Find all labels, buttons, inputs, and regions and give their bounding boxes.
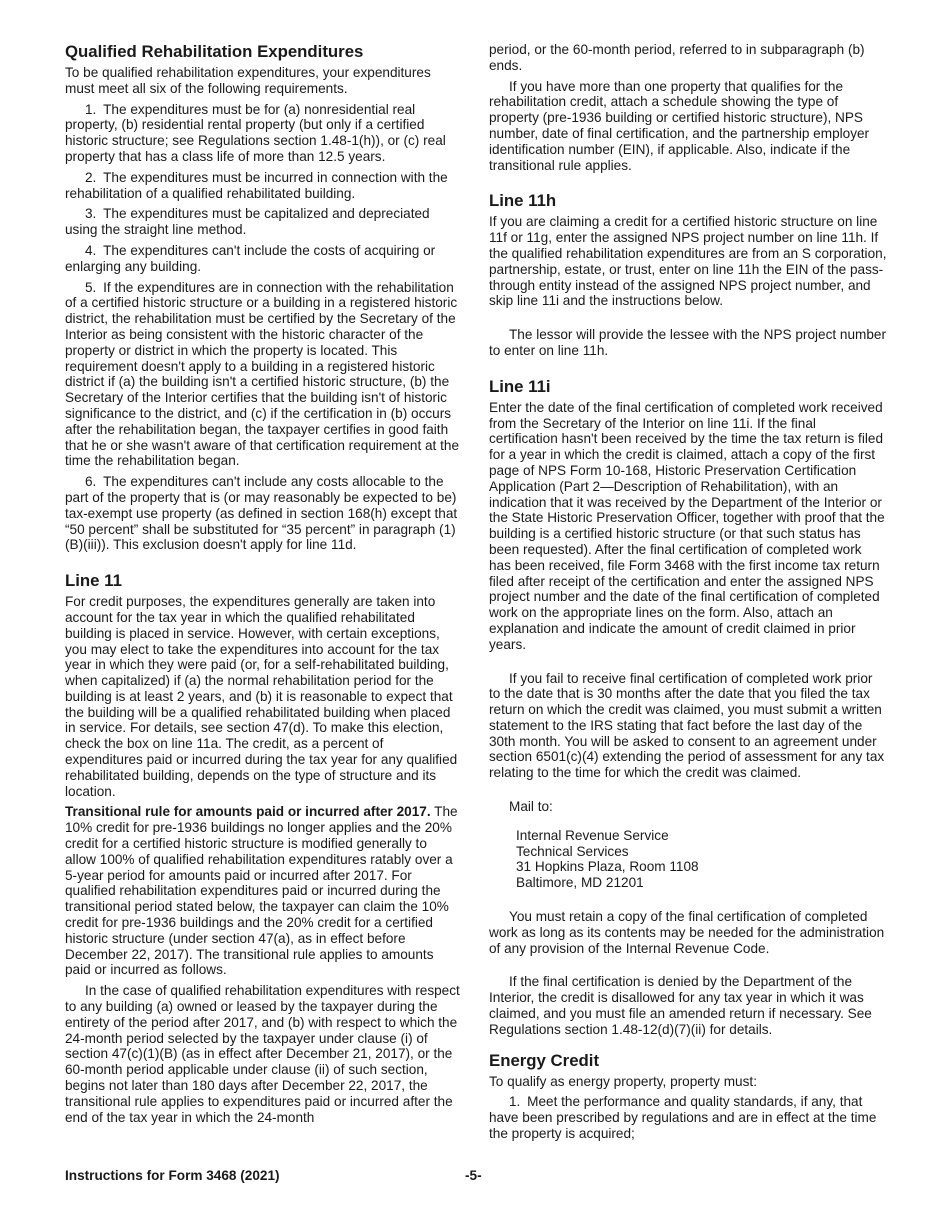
address-line-4: Baltimore, MD 21201 (516, 875, 644, 891)
qre-item-5: 5. If the expenditures are in connection with the rehabilitation of a certified historic structure or a building in a registered historic district, the rehabilitation must be certified by the Secretary of the Interior as being consistent with the historic character of the property or district in which the property is located. This requirement doesn't apply to a building in a registered historic district if (a) the building isn't a certified historic structure, (b) the Secretary of the Interior certifies that the building isn't of historic significance to the district, and (c) if the certification in (b) occurs after the rehabilitation began, the taxpayer certifies in good faith that he or she wasn't aware of that certification requirement at the time the rehabilitation began. (65, 279, 460, 469)
retain-copy-text: You must retain a copy of the final certification of completed work as long as its contents may be needed for the administration of any provision of the Internal Revenue Code. (489, 909, 885, 956)
page-footer (65, 1168, 887, 1186)
line-11-text: For credit purposes, the expenditures generally are taken into account for the tax year in which the qualified rehabilitated building is placed in service. However, with certain exceptions, you may elect to take the expenditures into account for the tax year in which they were paid (or, for a self-rehabilitated building, when capitalized) if (a) the normal rehabilitation period for the building is at least 2 years, and (b) it is reasonable to expect that the building will be a qualified rehabilitated building when placed in service. For details, see section 47(d). To make this election, check the box on line 11a. The credit, as a percent of expenditures paid or incurred during the tax year for any qualified rehabilitated building, depends on the type of structure and its location. (65, 594, 458, 799)
line-11h-text: If you are claiming a credit for a certified historic structure on line 11f or 11g, enter the assigned NPS project number on line 11h. If the qualified rehabilitation expenditures are from an S corporation, partnership, estate, or trust, enter on line 11h the EIN of the pass-through entity instead of the assigned NPS project number, and skip line 11i and the instructions below. (489, 214, 887, 309)
page-number: -5- (465, 1168, 482, 1183)
irs-mailing-address (489, 828, 887, 891)
continuation-text: period, or the 60-month period, referred to in subparagraph (b) ends. (489, 42, 865, 73)
address-line-2: Technical Services (516, 843, 629, 859)
transitional-rule-paragraph (65, 804, 461, 978)
lessor-text: The lessor will provide the lessee with the NPS project number to enter on line 11h. (489, 327, 887, 358)
mail-to-label: Mail to: (509, 799, 553, 815)
line-11-heading: Line 11 (65, 571, 122, 591)
transitional-rule-runin: Transitional rule for amounts paid or incurred after 2017. (65, 804, 431, 820)
qre-item-6: 6. The expenditures can't include any costs allocable to the part of the property that is (or may reasonably be expected to be) tax-exempt use property (as defined in section 168(h) except that “50 percent” shall be substituted for “35 percent” in paragraph (1)(B)(iii)). This exclusion doesn't apply for line 11d. (65, 474, 458, 553)
line-11i-heading: Line 11i (489, 376, 551, 396)
right-column (489, 42, 887, 1147)
footer-form-title: Instructions for Form 3468 (2021) (65, 1168, 280, 1183)
certification-denied-text: If the final certification is denied by the Department of the Interior, the credit is disallowed for any tax year in which it was claimed, and you must file an amended return if necessary. See Regulations section 1.48-12(d)(7)(ii) for details. (489, 974, 872, 1037)
address-line-3: 31 Hopkins Plaza, Room 1108 (516, 859, 699, 875)
energy-credit-item-1: 1. Meet the performance and quality standards, if any, that have been prescribed by regulations and are in effect at the time the property is acquired; (489, 1094, 877, 1142)
fail-to-receive-text: If you fail to receive final certification of completed work prior to the date that is 30 months after the date that you filed the tax return on which the credit was claimed, you must submit a written statement to the IRS stating that fact before the last day of the 30th month. You will be asked to consent to an agreement under section 6501(c)(4) extending the period of assessment for any tax relating to the time for which the credit was claimed. (489, 670, 885, 781)
qre-item-1: 1. The expenditures must be for (a) nonresidential real property, (b) residential rental property (but only if a certified historic structure; see Regulations section 1.48-1(h)), or (c) real property that has a class life of more than 12.5 years. (65, 101, 446, 164)
qre-item-4: 4. The expenditures can't include the costs of acquiring or enlarging any building. (65, 242, 436, 274)
line-11i-text: Enter the date of the final certification of completed work received from the Secretary of the Interior on line 11i. If the final certification hasn't been received by the time the tax return is filed for a year in which the credit is claimed, attach a copy of the first page of NPS Form 10-168, Historic Preservation Certification Application (Part 2—Description of Rehabilitation), with an indication that it was received by the Department of the Interior or the State Historic Preservation Officer, together with proof that the building is a certified historic structure (or that such status has been requested). After the final certification of completed work has been received, file Form 3468 with the first income tax return filed after receipt of the certification and enter the assigned NPS project number and the date of the final certification of completed work on the appropriate lines on the form. Also, attach an explanation and indicate the amount of credit claimed in prior years. (489, 399, 885, 652)
qre-item-2: 2. The expenditures must be incurred in connection with the rehabilitation of a qualified rehabilitated building. (65, 169, 448, 201)
left-column (65, 42, 461, 1130)
transitional-case-text: In the case of qualified rehabilitation expenditures with respect to any building (a) owned or leased by the taxpayer during the entirety of the period after 2017, and (b) with respect to which the 24-month period selected by the taxpayer under clause (i) of section 47(c)(1)(B) (as in effect after December 21, 2017), or the 60-month period applicable under clause (ii) of such section, begins not later than 180 days after December 22, 2017, the transitional rule applies to expenditures paid or incurred after the end of the tax year in which the 24-month (65, 983, 460, 1125)
energy-credit-heading: Energy Credit (489, 1050, 600, 1070)
qre-heading: Qualified Rehabilitation Expenditures (65, 42, 364, 61)
qre-item-3: 3. The expenditures must be capitalized and depreciated using the straight line method. (65, 206, 430, 238)
line-11h-heading: Line 11h (489, 191, 557, 211)
energy-credit-intro: To qualify as energy property, property must: (489, 1073, 757, 1089)
multiple-property-text: If you have more than one property that qualifies for the rehabilitation credit, attach a schedule showing the type of property (pre-1936 building or certified historic structure), NPS number, date of final certification, and the partnership employer identification number (EIN), if applicable. Also, indicate if the transitional rule applies. (489, 78, 870, 173)
address-line-1: Internal Revenue Service (516, 827, 669, 843)
qre-intro: To be qualified rehabilitation expenditures, your expenditures must meet all six of the following requirements. (65, 65, 431, 96)
transitional-rule-text: The 10% credit for pre-1936 buildings no longer applies and the 20% credit for a certified historic structure is modified generally to allow 100% of qualified rehabilitation expenditures ratably over a 5-year period for amounts paid or incurred after 2017. For qualified rehabilitation expenditures paid or incurred during the transitional period stated below, the taxpayer can claim the 10% credit for pre-1936 buildings and the 20% credit for a certified historic structure (under section 47(a), as in effect before December 22, 2017). The transitional rule applies to amounts paid or incurred as follows. (65, 804, 458, 978)
